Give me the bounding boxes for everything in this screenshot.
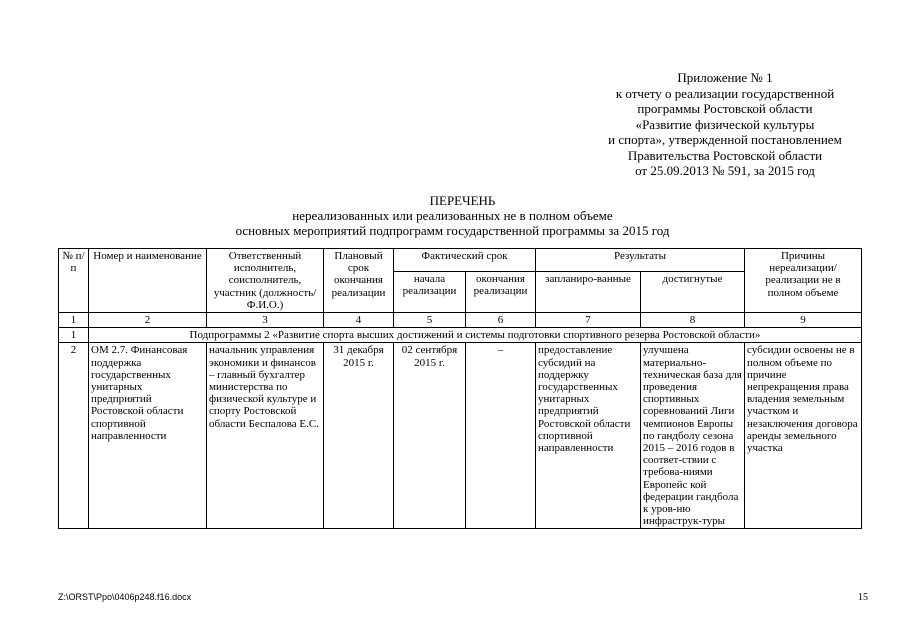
header-responsible: Ответственный исполнитель, соисполнитель, участник (должность/ Ф.И.О.) [207, 249, 324, 313]
column-number-row [59, 313, 862, 328]
header-row [59, 249, 862, 272]
appendix-line: и спорта», утвержденной постановлением [608, 132, 842, 147]
header-results: Результаты [536, 249, 745, 272]
header-results-achieved: достигнутые [641, 271, 745, 312]
column-number: 9 [745, 313, 862, 328]
header-actual-date: Фактический срок [394, 249, 536, 272]
row-reasons: субсидии освоены не в полном объеме по причине непрекращения права владения земельным участком и незаключения договора аренды земельного участка [745, 343, 862, 529]
measures-table [58, 248, 862, 529]
document-title [0, 193, 905, 238]
appendix-line: к отчету о реализации государственной [615, 85, 835, 101]
row-num: 2 [59, 343, 89, 529]
file-path: Z:\ORST\Ppo\0406p248.f16.docx [58, 592, 192, 602]
row-responsible: начальник управления экономики и финансов – главный бухгалтер министерства по физической культуре и спорту Ростовской области Беспалова Е.С. [207, 343, 324, 529]
row-actual-start: 02 сентября 2015 г. [394, 343, 466, 529]
column-number: 1 [59, 313, 89, 328]
appendix-line: «Развитие физической культуры [635, 116, 815, 132]
row-name: ОМ 2.7. Финансовая поддержка государственных унитарных предприятий Ростовской области спортивной направленности [89, 343, 207, 529]
row-actual-end: – [466, 343, 536, 529]
column-number: 3 [207, 313, 324, 328]
subprogram-title: Подпрограммы 2 «Развитие спорта высших достижений и системы подготовки спортивного резерва Ростовской области» [89, 328, 862, 343]
page-number: 15 [858, 592, 868, 603]
header-results-planned: запланиро-ванные [536, 271, 641, 312]
column-number: 4 [324, 313, 394, 328]
title-heading: ПЕРЕЧЕНЬ [429, 193, 496, 208]
appendix-line: от 25.09.2013 № 591, за 2015 год [635, 163, 815, 178]
table-row [59, 343, 862, 529]
column-number: 8 [641, 313, 745, 328]
appendix-line: Правительства Ростовской области [627, 147, 823, 163]
header-num: № п/п [59, 249, 89, 313]
column-number: 5 [394, 313, 466, 328]
row-results-planned: предоставление субсидий на поддержку государственных унитарных предприятий Ростовской области спортивной направленности [536, 343, 641, 529]
title-line: нереализованных или реализованных не в полном объеме [292, 208, 613, 223]
appendix-block [540, 70, 905, 179]
row-results-achieved: улучшена материально-техническая база для проведения спортивных соревнований Лиги чемпионов Европы по гандболу сезона 2015 – 2016 годов в соответ-ствии с требова-ниями Европейс кой федерации гандбола к уров-ню инфраструк-туры [641, 343, 745, 529]
header-name: Номер и наименование [89, 249, 207, 313]
column-number: 7 [536, 313, 641, 328]
header-reasons: Причины нереализации/ реализации не в полном объеме [745, 249, 862, 313]
subprogram-row [59, 328, 862, 343]
header-planned-date: Плановый срок окончания реализации [324, 249, 394, 313]
appendix-line: Приложение № 1 [677, 70, 773, 85]
appendix-line: программы Ростовской области [637, 101, 813, 116]
column-number: 6 [466, 313, 536, 328]
subprogram-num: 1 [59, 328, 89, 343]
header-actual-end: окончания реализации [466, 271, 536, 312]
row-planned-date: 31 декабря 2015 г. [324, 343, 394, 529]
column-number: 2 [89, 313, 207, 328]
title-line: основных мероприятий подпрограмм государственной программы за 2015 год [235, 223, 670, 238]
header-actual-start: начала реализации [394, 271, 466, 312]
